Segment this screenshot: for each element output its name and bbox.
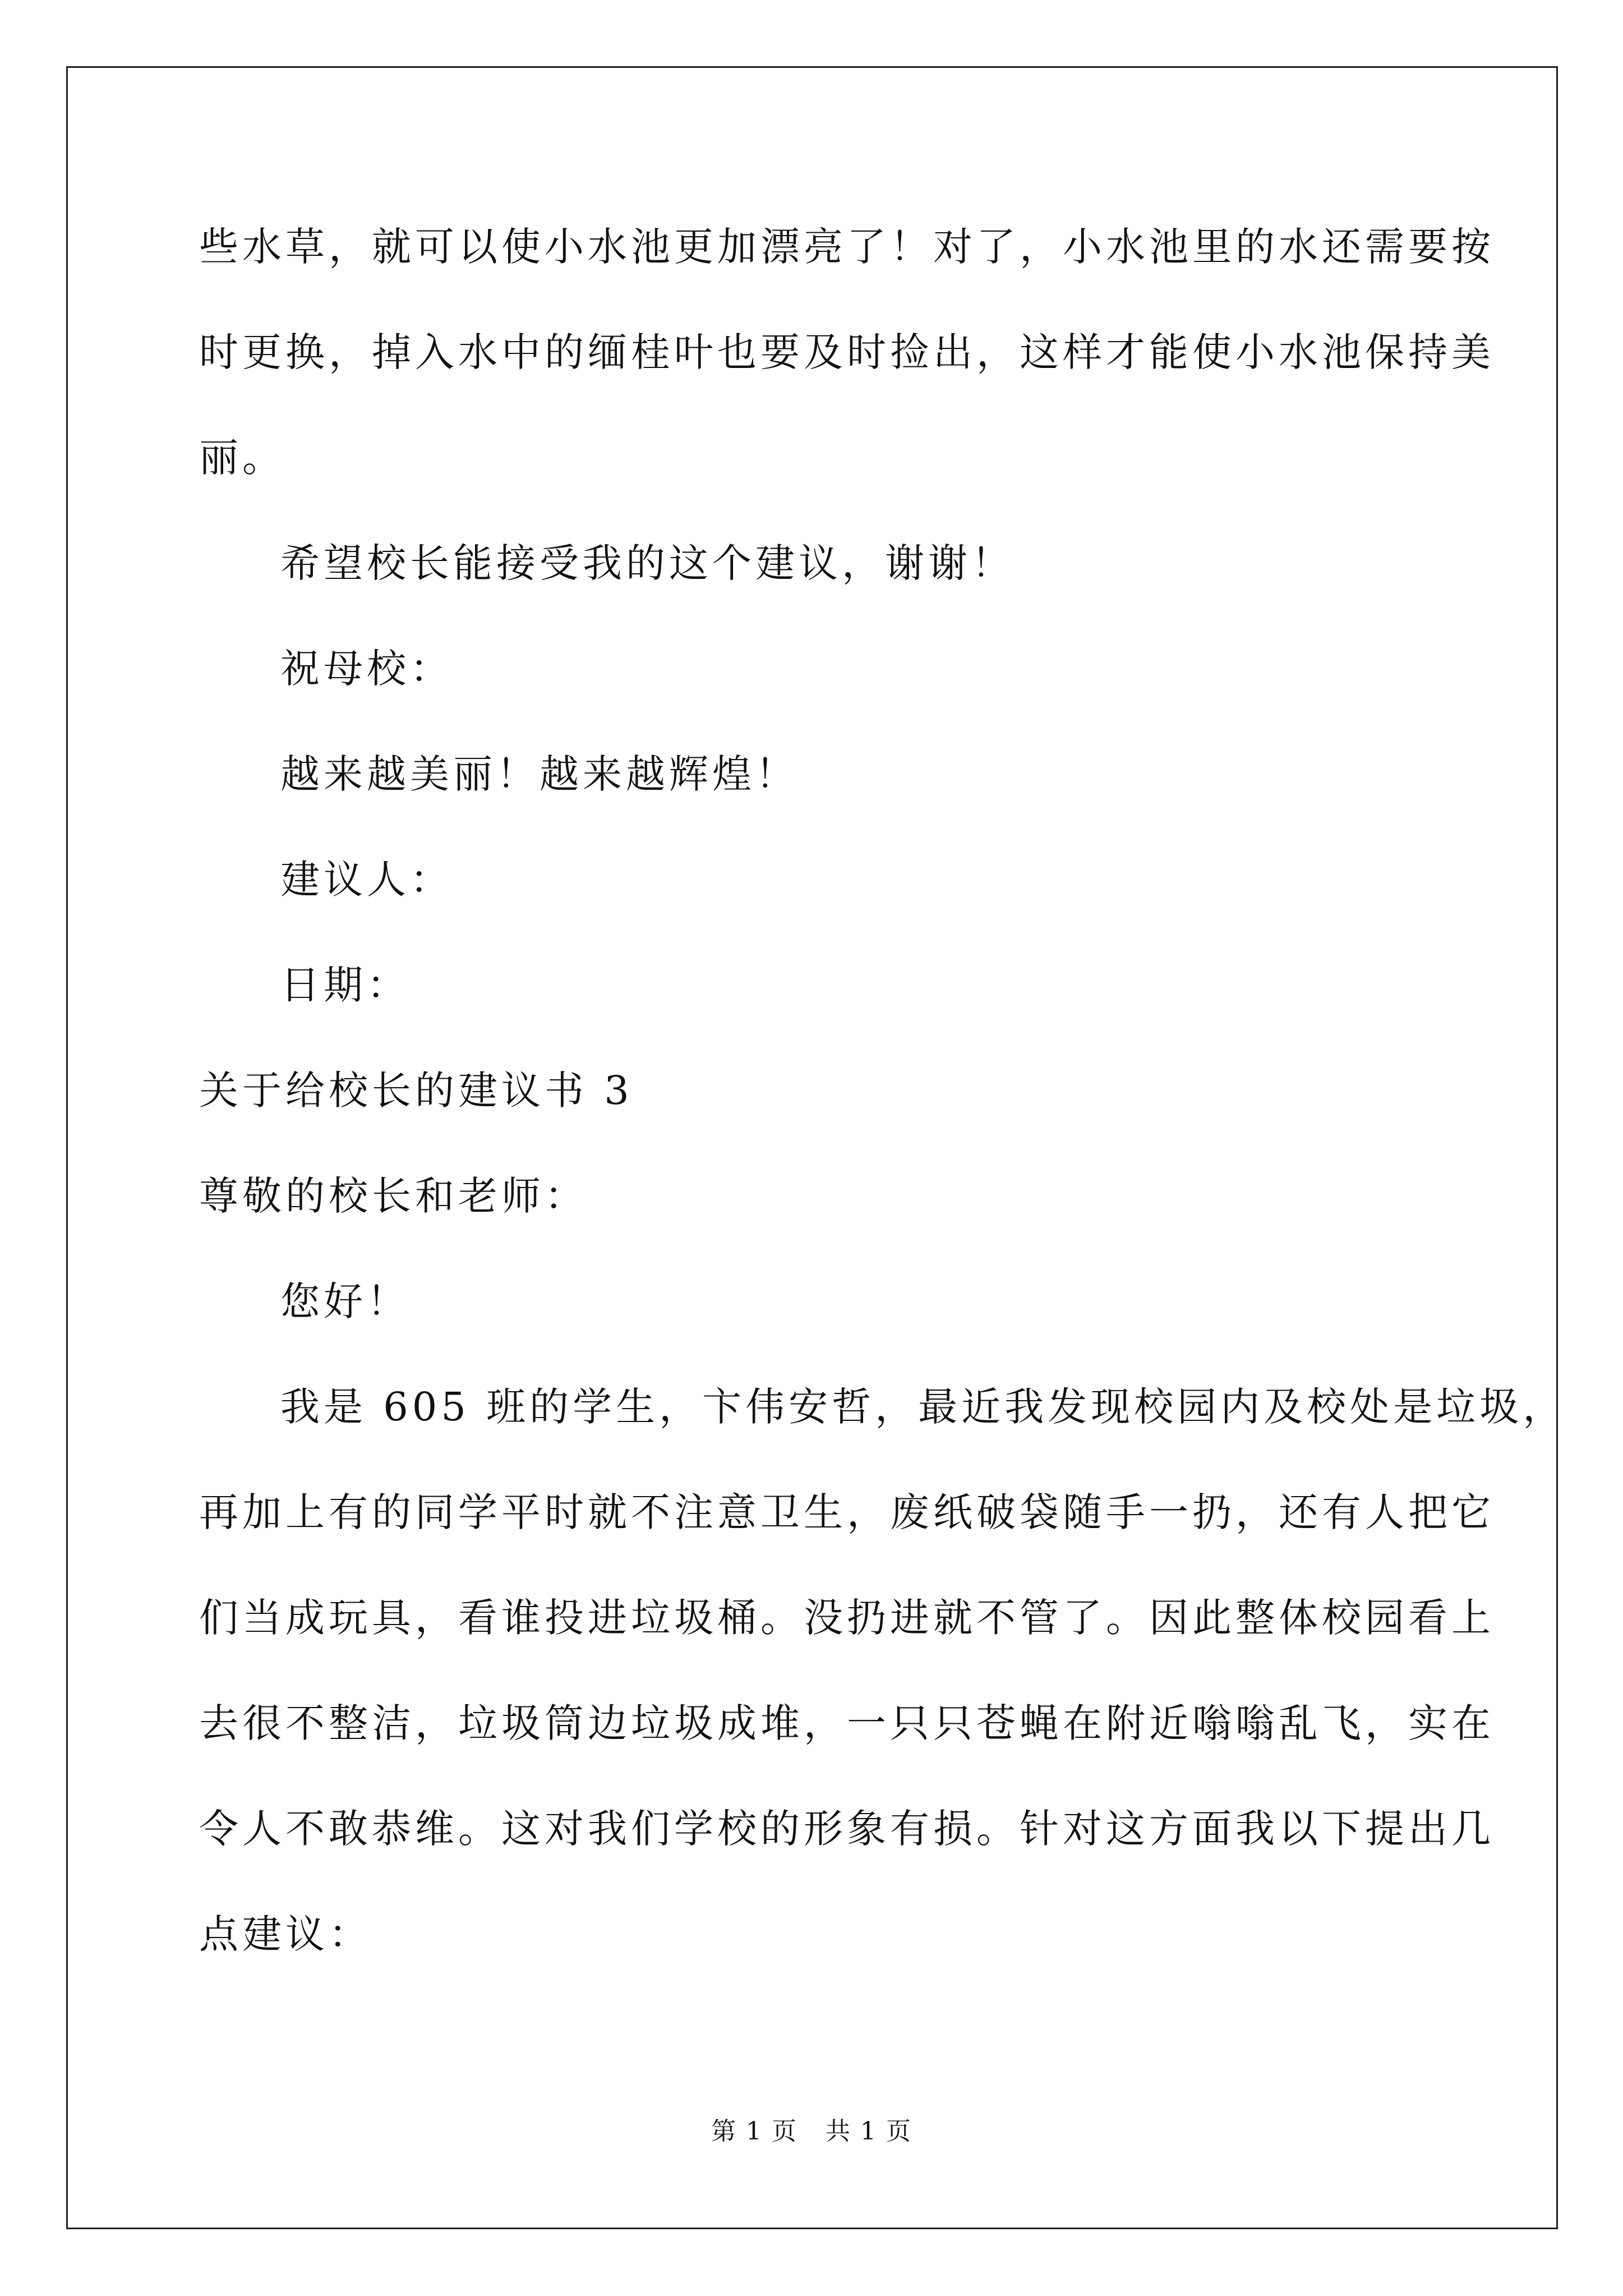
page-total: 共 1 页 (826, 2117, 912, 2146)
text-line: 日期： (280, 962, 410, 1008)
text-line: 祝母校： (280, 646, 453, 692)
text-line: 我是 605 班的学生，卞伟安哲，最近我发现校园内及校处是垃圾， (280, 1384, 1566, 1430)
text-line: 点建议： (199, 1911, 372, 1957)
text-line: 去很不整洁，垃圾筒边垃圾成堆，一只只苍蝇在附近嗡嗡乱飞，实在 (199, 1700, 1495, 1746)
page-number: 第 1 页 (711, 2117, 797, 2146)
text-line: 们当成玩具，看谁投进垃圾桶。没扔进就不管了。因此整体校园看上 (199, 1595, 1495, 1641)
text-line: 些水草，就可以使小水池更加漂亮了！对了，小水池里的水还需要按 (199, 224, 1495, 270)
text-line: 再加上有的同学平时就不注意卫生，废纸破袋随手一扔，还有人把它 (199, 1489, 1495, 1535)
text-line: 时更换，掉入水中的缅桂叶也要及时捡出，这样才能使小水池保持美 (199, 329, 1495, 375)
page-footer (0, 2115, 1623, 2148)
salutation: 尊敬的校长和老师： (199, 1173, 588, 1219)
text-line: 令人不敢恭维。这对我们学校的形象有损。针对这方面我以下提出几 (199, 1806, 1495, 1852)
text-line: 希望校长能接受我的这个建议，谢谢！ (280, 540, 1015, 586)
text-line: 丽。 (199, 435, 285, 481)
text-line: 越来越美丽！越来越辉煌！ (280, 751, 799, 797)
section-title: 关于给校长的建议书 3 (199, 1068, 633, 1114)
text-line: 建议人： (280, 857, 453, 903)
page-border (66, 66, 1558, 2229)
greeting: 您好！ (280, 1278, 410, 1324)
